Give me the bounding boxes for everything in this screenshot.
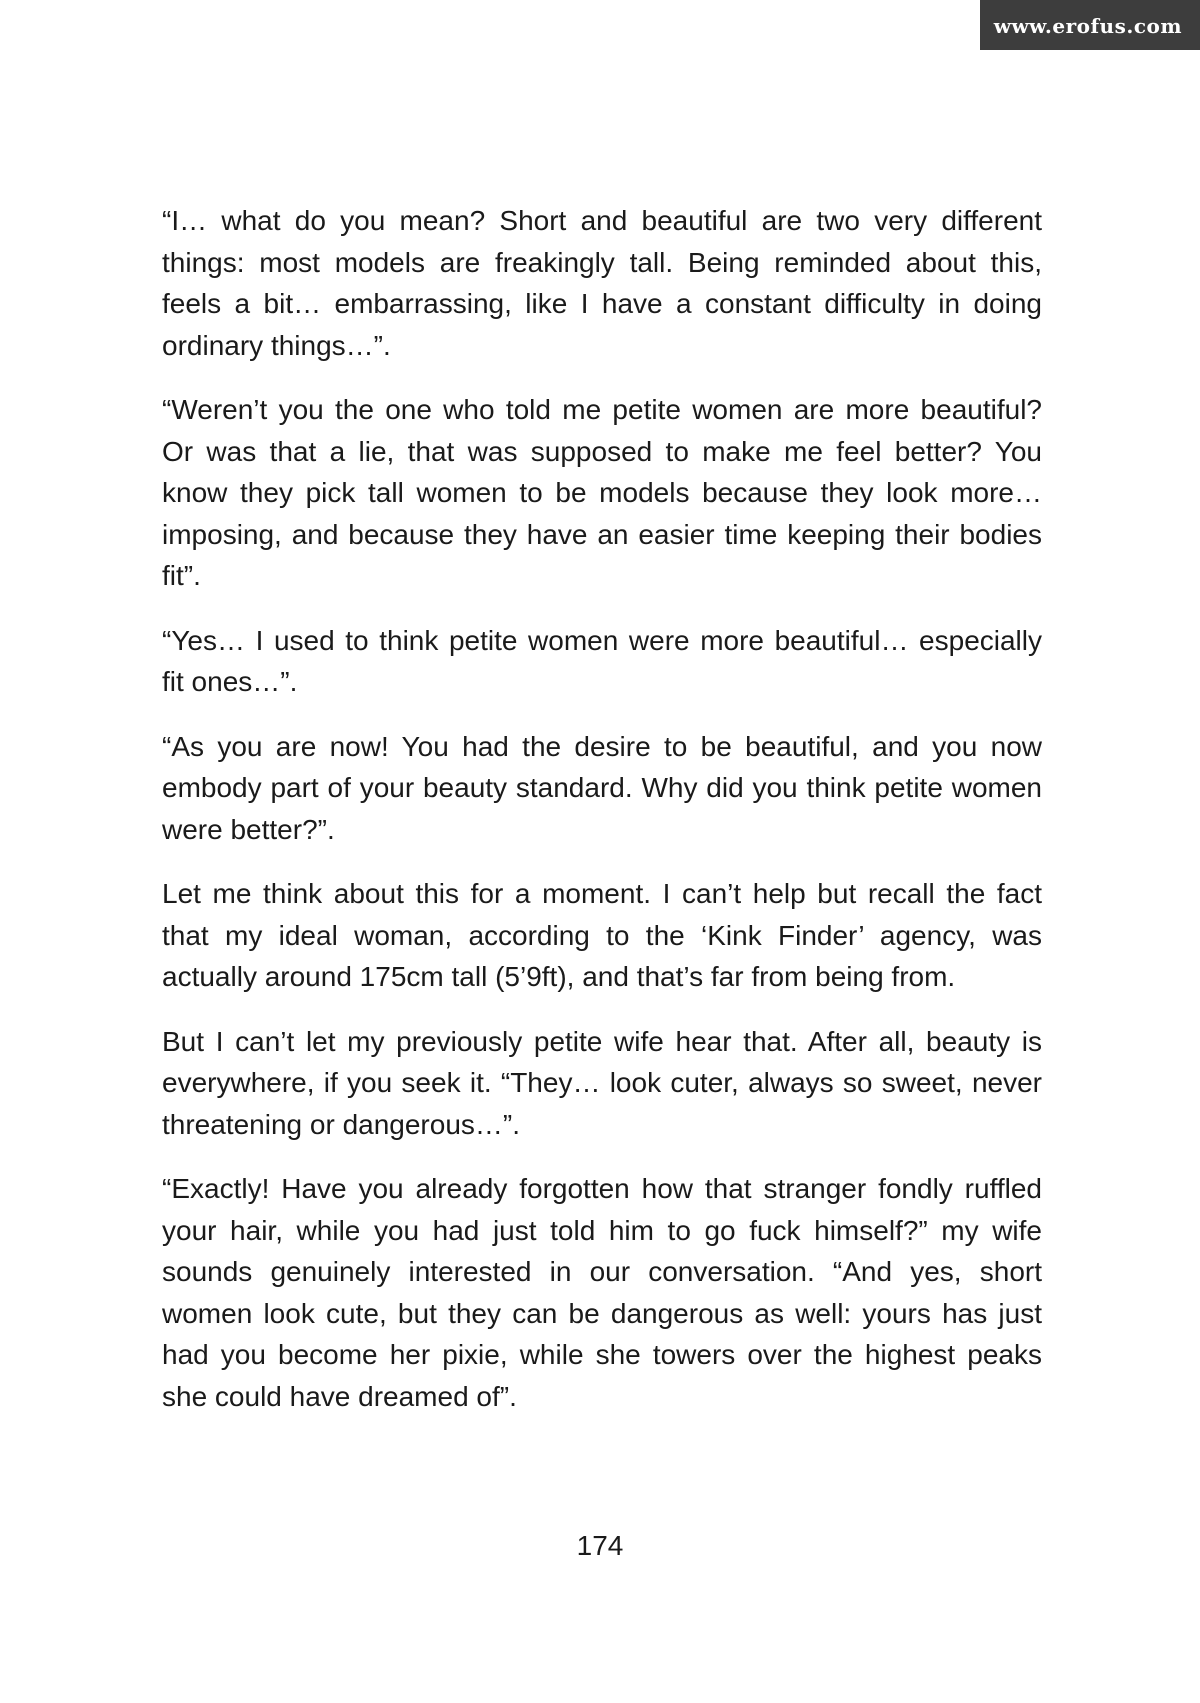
paragraph-7: “Exactly! Have you already forgotten how that stranger fondly ruffled your hair, while you had just told him to go fuck himself?” my wife sounds genuinely interested in our conversation. “And yes, short women look cute, but they can be dangerous as well: yours has just had you become her pixie, while she towers over the highest peaks she could have dreamed of”. xyxy=(162,1173,1042,1412)
watermark-bar xyxy=(980,0,1200,50)
paragraph-3: “Yes… I used to think petite women were more beautiful… especially fit ones…”. xyxy=(162,624,1042,697)
paragraph-5: Let me think about this for a moment. I can’t help but recall the fact that my ideal woman, according to the ‘Kink Finder’ agency, was actually around 175cm tall (5’9ft), and that’s far from being from. xyxy=(162,878,1042,992)
watermark-text: www.erofus.com xyxy=(993,14,1182,38)
paragraph-6: But I can’t let my previously petite wife hear that. After all, beauty is everywhere, if you seek it. “They… look cuter, always so sweet, never threatening or dangerous…”. xyxy=(162,1025,1042,1140)
paragraph-2: “Weren’t you the one who told me petite women are more beautiful? Or was that a lie, that was supposed to make me feel better? You know they pick tall women to be models because they look more… imposing, and because they have an easier time keeping their bodies fit”. xyxy=(162,394,1042,591)
paragraph-1: “I… what do you mean? Short and beautiful are two very different things: most models are freakingly tall. Being reminded about this, feels a bit… embarrassing, like I have a constant difficulty in doing ordinary things…”. xyxy=(162,205,1042,361)
page-number: 174 xyxy=(576,1530,624,1561)
paragraph-4: “As you are now! You had the desire to be beautiful, and you now embody part of your beauty standard. Why did you think petite women were better?”. xyxy=(162,730,1042,845)
body-text xyxy=(162,200,1042,1440)
